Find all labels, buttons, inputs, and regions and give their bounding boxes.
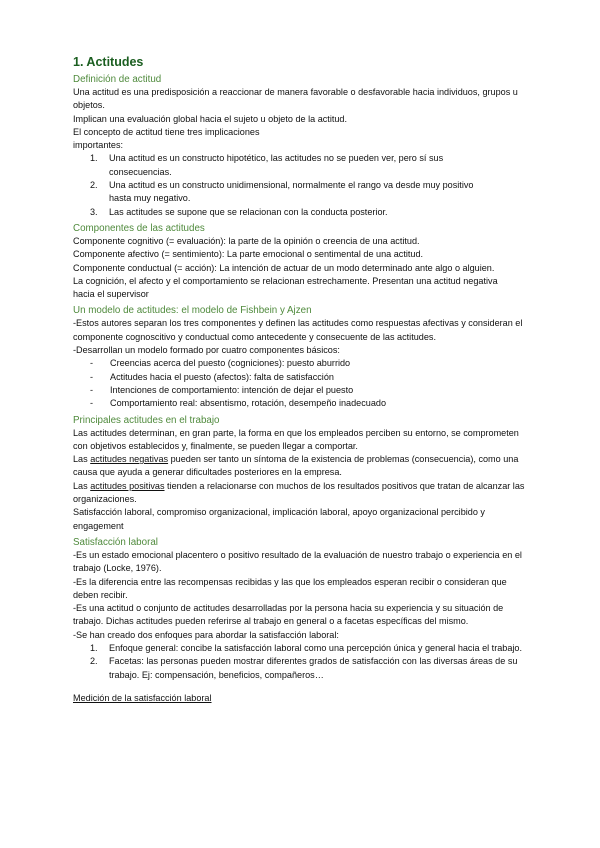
paragraph: -Es la diferencia entre las recompensas recibidas y las que los empleados esperan recibir o consideran que deben recibir. — [73, 576, 507, 600]
list-item: - Intenciones de comportamiento: intención de dejar el puesto — [90, 384, 354, 395]
paragraph: Componente afectivo (= sentimiento): La parte emocional o sentimental de una actitud. — [73, 249, 424, 260]
paragraph: Implican una evaluación global hacia el sujeto u objeto de la actitud. — [73, 113, 348, 124]
paragraph: Satisfacción laboral, compromiso organizacional, implicación laboral, apoyo organizacional percibido y engagement — [73, 507, 485, 531]
paragraph: Las actitudes positivas tienden a relacionarse con muchos de los resultados positivos que tratan de alcanzar las organizaciones. — [73, 480, 525, 505]
heading-definicion: Definición de actitud — [73, 74, 162, 85]
components-list — [73, 357, 530, 410]
heading-medicion: Medición de la satisfacción laboral — [73, 692, 212, 703]
list-item: - Actitudes hacia el puesto (afectos): falta de satisfacción — [90, 371, 334, 382]
list-item: - Comportamiento real: absentismo, rotación, desempeño inadecuado — [90, 398, 387, 409]
paragraph: Las actitudes negativas pueden ser tanto un síntoma de la existencia de problemas (consecuencia), como una causa que ayuda a generar dificultades posteriores en la empresa. — [73, 454, 519, 478]
heading-principales: Principales actitudes en el trabajo — [73, 414, 220, 426]
heading-modelo: Un modelo de actitudes: el modelo de Fishbein y Ajzen — [73, 305, 312, 317]
paragraph: Una actitud es una predisposición a reaccionar de manera favorable o desfavorable hacia individuos, grupos u objetos. — [73, 87, 518, 111]
list-item: 2. Una actitud es un constructo unidimensional, normalmente el rango va desde muy positivo hasta muy negativo. — [90, 180, 474, 204]
paragraph: -Es una actitud o conjunto de actitudes desarrolladas por la persona hacia su experiencia y su situación de trabajo. Dichas actitudes pueden referirse al trabajo en general o a facetas específicas del mismo. — [73, 603, 504, 627]
paragraph: -Se han creado dos enfoques para abordar la satisfacción laboral: — [73, 629, 339, 640]
paragraph: Componente conductual (= acción): La intención de actuar de un modo determinado ante algo o alguien. — [73, 262, 495, 273]
paragraph: Componente cognitivo (= evaluación): la parte de la opinión o creencia de una actitud. — [73, 235, 420, 246]
section-title: 1. Actitudes — [73, 55, 144, 69]
heading-satisfaccion: Satisfacción laboral — [73, 536, 158, 548]
underlined-term: actitudes positivas — [90, 480, 165, 491]
paragraph: -Estos autores separan los tres componentes y definen las actitudes como respuestas afectivas y consideran el componente cognoscitivo y conductual como antecedente y consecuente de las actitudes. — [73, 318, 523, 342]
paragraph: Las actitudes determinan, en gran parte, la forma en que los empleados perciben su entorno, se comprometen con objetivos establecidos y, finalmente, se pueden llegar a comportar. — [73, 427, 519, 451]
list-item: - Creencias acerca del puesto (cogniciones): puesto aburrido — [90, 358, 351, 369]
paragraph: -Desarrollan un modelo formado por cuatro componentes básicos: — [73, 345, 340, 356]
list-item: 1. Enfoque general: concibe la satisfacción laboral como una percepción única y general hacia el trabajo. — [90, 642, 523, 653]
approaches-list — [73, 642, 530, 682]
list-item: 2. Facetas: las personas pueden mostrar diferentes grados de satisfacción con las diversas áreas de su trabajo. Ej: compensación, beneficios, compañeros… — [90, 656, 518, 680]
paragraph: La cognición, el afecto y el comportamiento se relacionan estrechamente. Presentan una actitud negativa hacia el supervisor — [73, 275, 498, 300]
implications-list — [73, 152, 490, 218]
underlined-term: actitudes negativas — [90, 454, 169, 465]
heading-componentes: Componentes de las actitudes — [73, 222, 205, 234]
paragraph: -Es un estado emocional placentero o positivo resultado de la evaluación de nuestro trabajo o experiencia en el trabajo (Locke, 1976). — [73, 549, 522, 574]
list-item: 3. Las actitudes se supone que se relacionan con la conducta posterior. — [90, 206, 388, 217]
paragraph: El concepto de actitud tiene tres implicaciones importantes: — [73, 126, 260, 151]
list-item: 1. Una actitud es un constructo hipotético, las actitudes no se pueden ver, pero sí sus consecuencias. — [90, 153, 444, 177]
